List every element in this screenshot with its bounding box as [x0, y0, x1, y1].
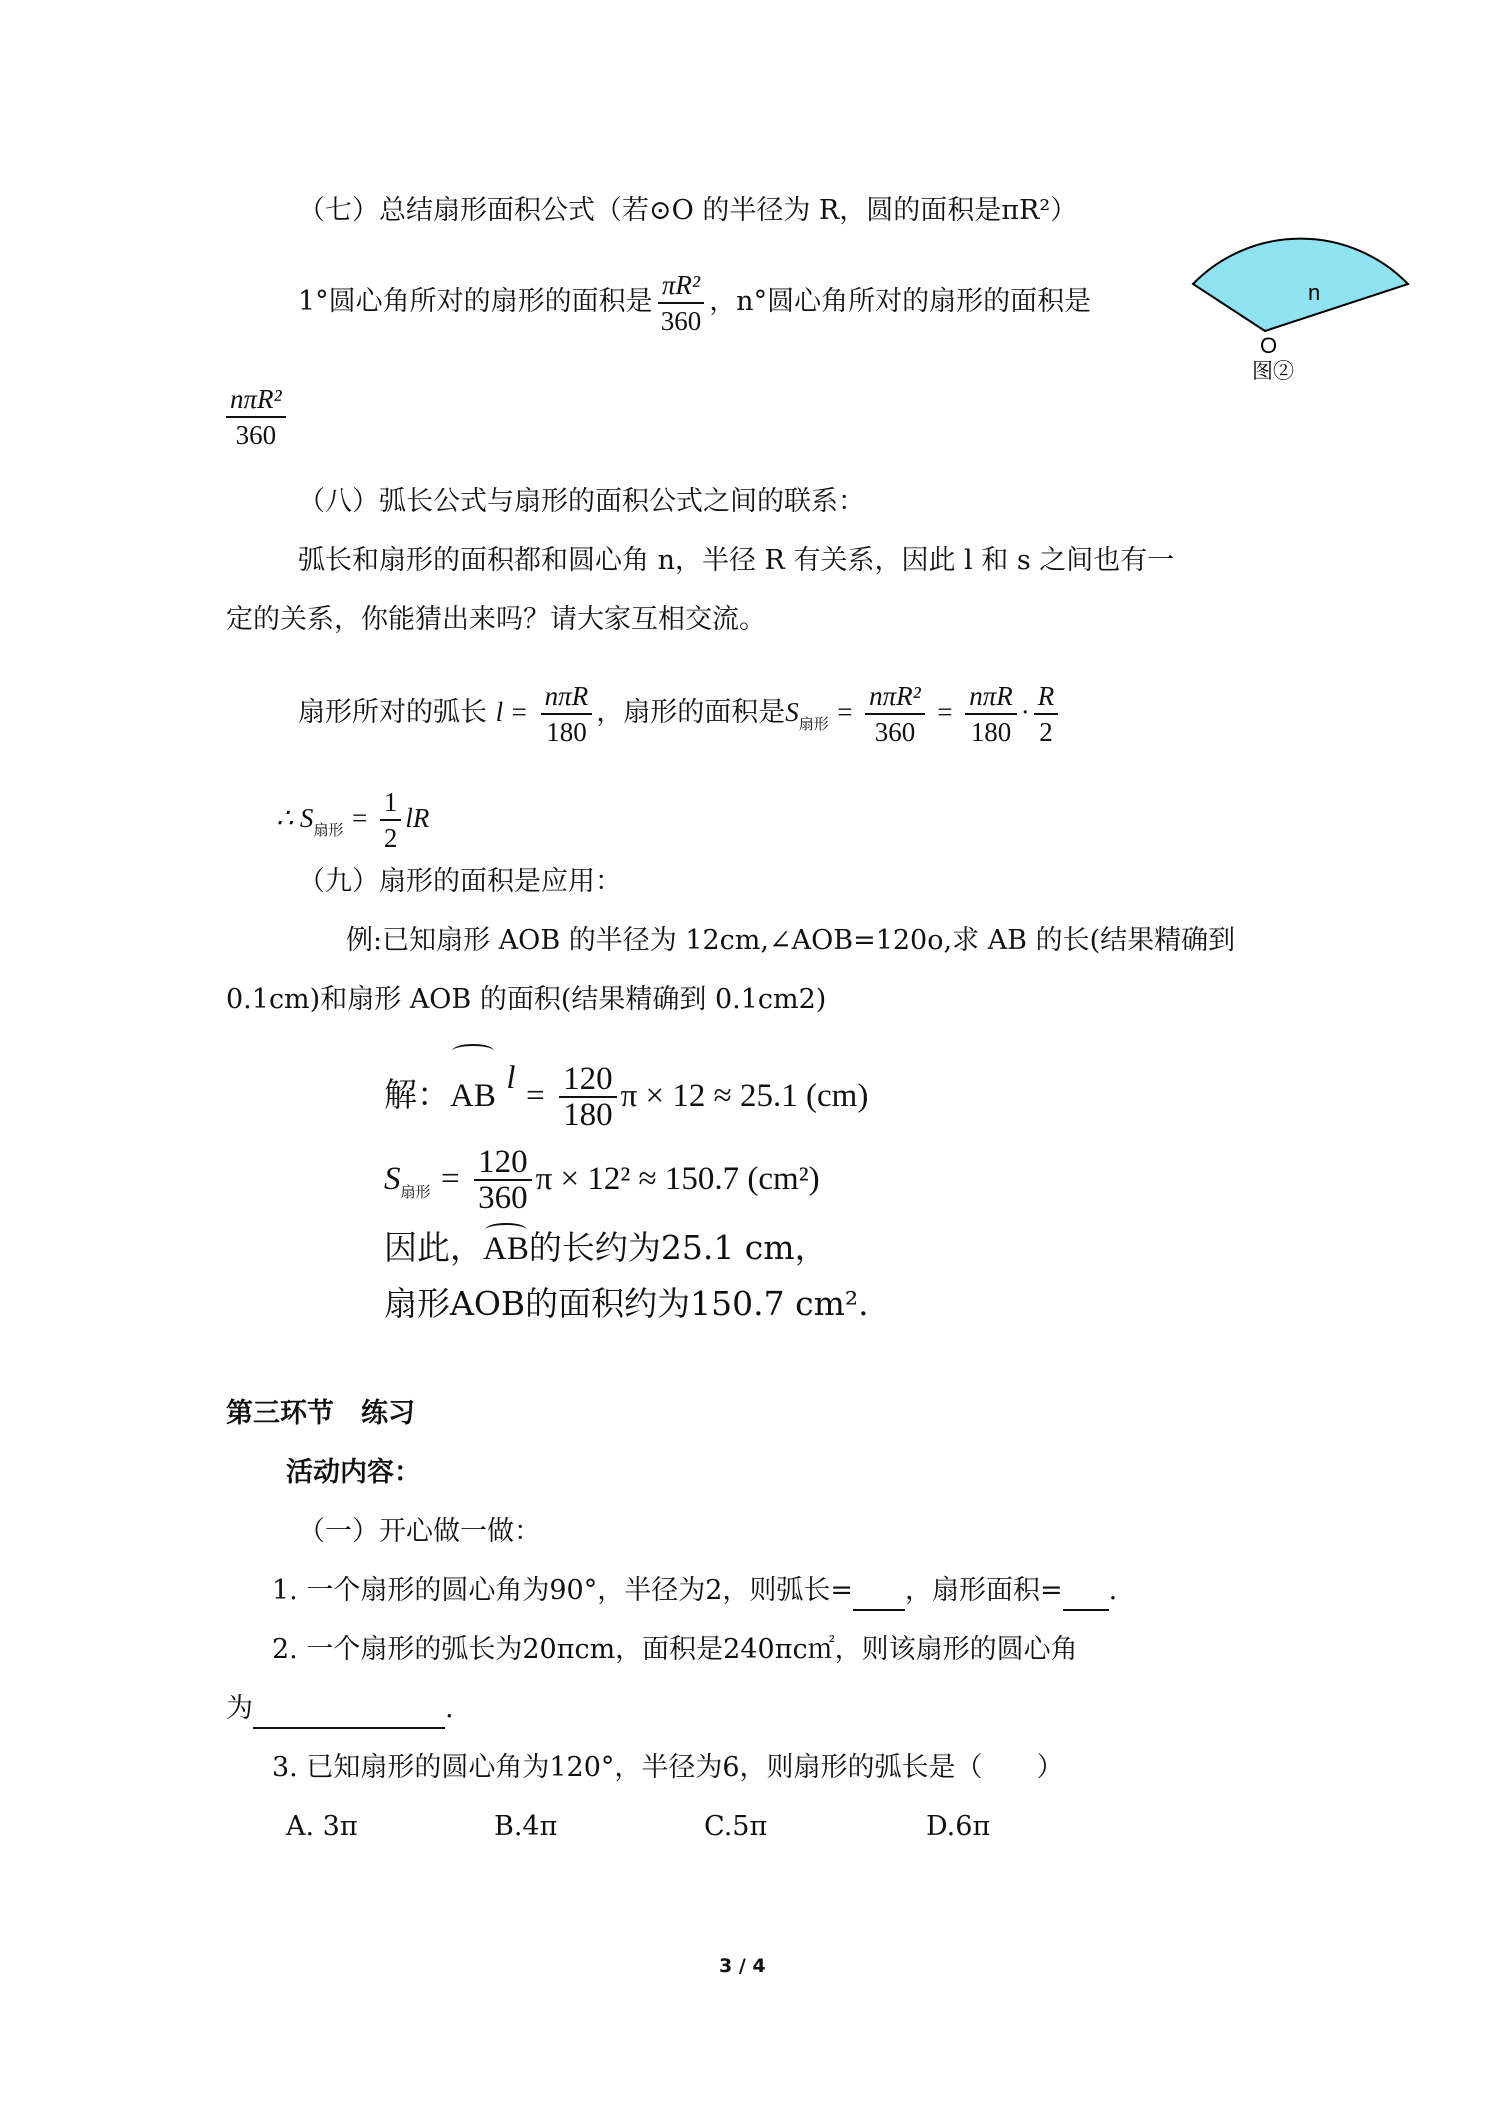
sector-shape — [1193, 239, 1408, 331]
dot-operator: · — [1020, 697, 1030, 727]
solution-result-1: π × 12 ≈ 25.1 (cm) — [620, 1078, 869, 1114]
conclusion-text-a: 因此， — [384, 1228, 483, 1267]
area-subscript: 扇形 — [798, 715, 829, 733]
question-3: 3. 已知扇形的圆心角为120°，半径为6，则扇形的弧长是（ ） — [272, 1752, 1064, 1783]
solution-line-1 — [384, 1030, 868, 1144]
arc-ab: AB — [483, 1227, 529, 1271]
area-subscript: 扇形 — [400, 1183, 431, 1201]
figure-caption: 图② — [1252, 359, 1294, 383]
conclusion-line-1 — [384, 1226, 828, 1271]
fraction-denominator: 2 — [383, 822, 398, 853]
section-7-line1 — [298, 262, 1091, 342]
fraction-numerator: nπR² — [865, 679, 925, 715]
conclusion-line-2: 扇形AOB的面积约为150.7 cm². — [384, 1284, 869, 1323]
option-d[interactable]: D.6π — [926, 1811, 991, 1842]
angle-label-n: n — [1308, 280, 1321, 305]
center-label-o: O — [1260, 333, 1278, 358]
fraction-n-pi-r2-360 — [226, 382, 286, 452]
solution-label: 解： — [384, 1075, 450, 1114]
area-symbol: S — [384, 1161, 401, 1197]
example-line-1: 例:已知扇形 AOB 的半径为 12cm,∠AOB=120o,求 AB 的长(结果精确到 — [346, 925, 1236, 956]
question-2-line-1: 2. 一个扇形的弧长为20πcm，面积是240πc㎡，则该扇形的圆心角 — [272, 1634, 1078, 1665]
therefore-formula — [276, 778, 429, 870]
fraction-denominator: 180 — [970, 716, 1012, 747]
fraction-numerator: nπR² — [226, 382, 286, 418]
fraction-n-pi-r2-360 — [865, 679, 925, 749]
option-b[interactable]: B.4π — [494, 1811, 558, 1842]
section-8-title: （八）弧长公式与扇形的面积公式之间的联系： — [298, 486, 865, 517]
section-8-para-1: 弧长和扇形的面积都和圆心角 n，半径 R 有关系，因此 l 和 s 之间也有一 — [298, 545, 1175, 576]
sector-figure — [1190, 198, 1420, 388]
arc-length-symbol: l = — [495, 697, 529, 727]
formula-text-b: ，扇形的面积是 — [596, 697, 786, 728]
option-c[interactable]: C.5π — [704, 1811, 768, 1842]
fraction-numerator: nπR — [965, 679, 1017, 715]
fraction-denominator: 360 — [874, 716, 916, 747]
answer-blank-area[interactable] — [1063, 1573, 1109, 1611]
solution-line-2 — [384, 1130, 820, 1240]
question-1 — [272, 1573, 1117, 1611]
fraction-1-2 — [380, 785, 402, 855]
formula-tail: lR — [405, 803, 430, 833]
answer-blank-arc-length[interactable] — [853, 1573, 905, 1611]
question-2-text-b: 为 — [226, 1693, 253, 1724]
fraction-numerator: R — [1034, 679, 1059, 715]
fraction-denominator: 2 — [1039, 716, 1053, 747]
equals-sign: = — [937, 697, 953, 727]
fraction-denominator: 360 — [235, 420, 277, 450]
question-2-line-2 — [226, 1691, 454, 1729]
section-9-title: （九）扇形的面积是应用： — [298, 866, 622, 897]
arc-length-symbol: l — [506, 1060, 516, 1096]
example-line-2: 0.1cm)和扇形 AOB 的面积(结果精确到 0.1cm2) — [226, 984, 827, 1015]
fraction-numerator: 1 — [380, 785, 402, 821]
question-1-text-b: ，扇形面积= — [905, 1575, 1063, 1606]
fraction-numerator: 120 — [474, 1145, 532, 1181]
fraction-120-180 — [559, 1062, 617, 1132]
question-1-text-c: . — [1108, 1575, 1118, 1606]
line1-text-b: ，n°圆心角所对的扇形的面积是 — [709, 286, 1092, 317]
equals-sign: = — [441, 1161, 460, 1197]
activity-label: 活动内容： — [286, 1457, 421, 1488]
fraction-120-360 — [474, 1145, 532, 1215]
section-7-title: （七）总结扇形面积公式（若⊙O 的半径为 R，圆的面积是πR²） — [298, 195, 1078, 226]
formula-text-a: 扇形所对的弧长 — [298, 697, 487, 728]
line1-text-a: 1°圆心角所对的扇形的面积是 — [298, 286, 653, 317]
fraction-denominator: 360 — [478, 1180, 528, 1216]
question-2-text-c: . — [445, 1693, 454, 1724]
equals-sign: = — [837, 697, 853, 727]
fraction-numerator: nπR — [541, 679, 593, 715]
fraction-numerator: πR² — [658, 268, 704, 304]
fraction-r-2 — [1034, 679, 1059, 749]
conclusion-text-b: 的长约为25.1 cm， — [528, 1228, 828, 1267]
fraction-pi-r2-360 — [657, 268, 706, 338]
fraction-numerator: 120 — [559, 1062, 617, 1098]
page-number: 3 / 4 — [719, 1955, 766, 1977]
fraction-n-pi-r-180 — [965, 679, 1017, 749]
fraction-n-pi-r-180 — [541, 679, 593, 749]
fraction-denominator: 360 — [660, 305, 702, 336]
equals-sign: = — [352, 803, 368, 833]
therefore-symbol: ∴ S — [276, 803, 314, 833]
equals-sign: = — [526, 1078, 545, 1114]
section-7-formula-n — [226, 382, 286, 452]
solution-result-2: π × 12² ≈ 150.7 (cm²) — [535, 1161, 820, 1197]
section-8-formula — [298, 672, 1062, 764]
section-3-heading: 第三环节 练习 — [226, 1398, 415, 1429]
option-a[interactable]: A. 3π — [286, 1811, 358, 1842]
section-8-para-2: 定的关系，你能猜出来吗？请大家互相交流。 — [226, 604, 766, 635]
area-symbol: S — [785, 697, 799, 727]
question-1-text-a: 1. 一个扇形的圆心角为90°，半径为2，则弧长= — [272, 1575, 854, 1606]
fraction-denominator: 180 — [546, 716, 587, 747]
part-1-title: （一）开心做一做： — [298, 1516, 541, 1547]
fraction-denominator: 180 — [563, 1097, 613, 1133]
answer-blank-central-angle[interactable] — [253, 1691, 445, 1729]
arc-ab: AB — [450, 1048, 496, 1144]
area-subscript: 扇形 — [313, 821, 344, 839]
